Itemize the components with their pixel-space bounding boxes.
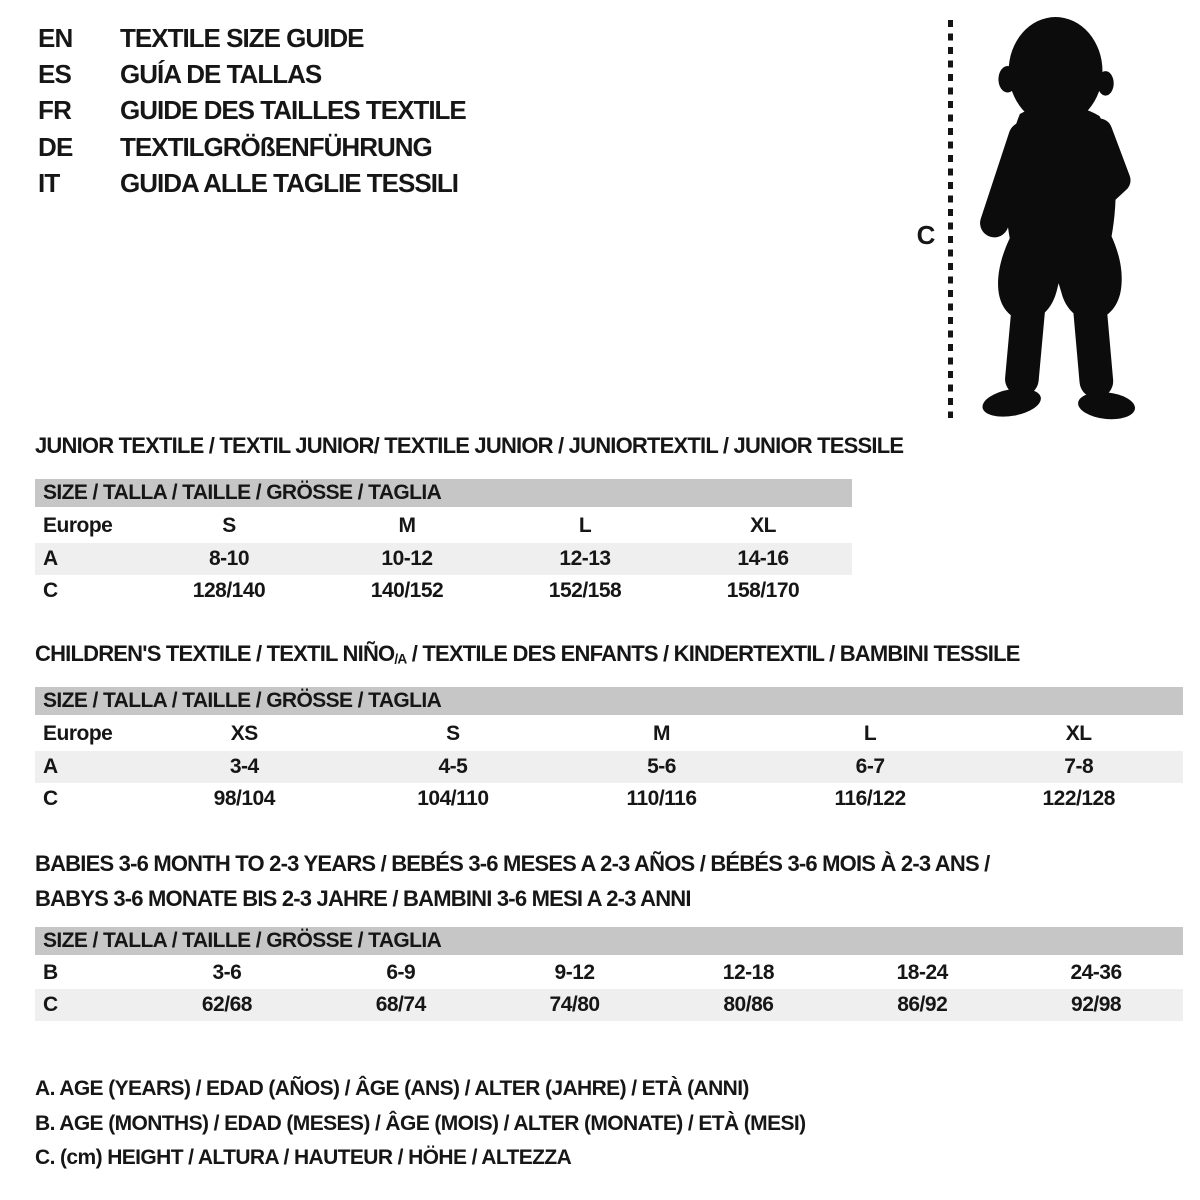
- lang-row-it: [38, 166, 466, 202]
- height-value: 104/110: [417, 787, 489, 810]
- lang-title: TEXTILGRÖßENFÜHRUNG: [120, 131, 432, 162]
- height-value: 62/68: [201, 993, 252, 1016]
- lang-row-es: [38, 56, 466, 92]
- size-col: L: [578, 514, 592, 537]
- row-label: B: [43, 961, 58, 984]
- babies-title-line1: BABIES 3-6 MONTH TO 2-3 YEARS / BEBÉS 3-6 MESES A 2-3 AÑOS / BÉBÉS 3-6 MOIS À 2-3 ANS /: [35, 851, 990, 876]
- lang-code: ES: [38, 59, 72, 90]
- children-height-row: [35, 783, 1183, 815]
- age-value: 12-13: [559, 547, 611, 570]
- age-value: 9-12: [554, 961, 595, 984]
- lang-code: EN: [38, 22, 73, 53]
- size-col: XL: [750, 514, 776, 537]
- age-value: 12-18: [722, 961, 775, 984]
- height-value: 116/122: [834, 787, 906, 810]
- height-value: 92/98: [1071, 993, 1122, 1016]
- height-value: 122/128: [1042, 787, 1115, 810]
- height-value: 80/86: [723, 993, 774, 1016]
- height-value: 140/152: [370, 579, 444, 602]
- region-label: Europe: [43, 722, 113, 745]
- junior-size-table: [35, 479, 852, 607]
- lang-row-en: [38, 20, 466, 56]
- height-value: 110/116: [626, 787, 697, 810]
- junior-section-title: JUNIOR TEXTILE / TEXTIL JUNIOR/ TEXTILE JUNIOR / JUNIORTEXTIL / JUNIOR TESSILE: [35, 433, 904, 458]
- height-measure-line: [948, 20, 953, 418]
- height-figure: [905, 12, 1185, 424]
- height-value: 86/92: [897, 993, 948, 1016]
- height-marker-label: C: [916, 220, 936, 250]
- age-value: 6-7: [855, 755, 885, 778]
- babies-height-row: [35, 989, 1183, 1021]
- size-col: S: [222, 514, 236, 537]
- age-value: 3-6: [212, 961, 242, 984]
- babies-section-title: [35, 846, 989, 916]
- children-size-row: [35, 717, 1183, 751]
- height-value: 152/158: [548, 579, 622, 602]
- height-value: 98/104: [213, 787, 275, 810]
- age-value: 3-4: [229, 755, 259, 778]
- lang-code: FR: [38, 95, 72, 126]
- age-value: 7-8: [1064, 755, 1094, 778]
- children-title-suffix: / TEXTILE DES ENFANTS / KINDERTEXTIL / BAMBINI TESSILE: [406, 641, 1020, 666]
- age-value: 5-6: [647, 755, 676, 778]
- size-col: XL: [1065, 722, 1092, 745]
- lang-code: IT: [38, 168, 60, 199]
- children-title-sub: /A: [394, 651, 407, 667]
- children-age-row: [35, 751, 1183, 783]
- age-value: 4-5: [438, 755, 468, 778]
- size-col: M: [398, 514, 416, 537]
- age-value: 10-12: [381, 547, 433, 570]
- children-title-prefix: CHILDREN'S TEXTILE / TEXTIL NIÑO: [35, 641, 395, 666]
- children-size-table: [35, 687, 1183, 815]
- size-col: S: [446, 722, 460, 745]
- size-col: XS: [230, 722, 258, 745]
- size-header-bar: SIZE / TALLA / TAILLE / GRÖSSE / TAGLIA: [35, 687, 1183, 715]
- babies-title-line2: BABYS 3-6 MONATE BIS 2-3 JAHRE / BAMBINI 3-6 MESI A 2-3 ANNI: [35, 886, 691, 911]
- size-col: L: [863, 722, 877, 745]
- lang-title: GUIDE DES TAILLES TEXTILE: [120, 95, 466, 126]
- lang-title: GUÍA DE TALLAS: [120, 59, 322, 90]
- lang-title: GUIDA ALLE TAGLIE TESSILI: [120, 168, 459, 199]
- region-label: Europe: [43, 514, 113, 537]
- language-title-list: [38, 20, 466, 202]
- height-value: 128/140: [192, 579, 266, 602]
- lang-row-fr: [38, 93, 466, 129]
- size-col: M: [652, 722, 670, 745]
- age-value: 24-36: [1070, 961, 1122, 984]
- lang-code: DE: [38, 131, 73, 162]
- toddler-silhouette-icon: [963, 14, 1143, 422]
- babies-size-table: [35, 927, 1183, 1021]
- legend: [35, 1072, 806, 1176]
- legend-line-c: C. (cm) HEIGHT / ALTURA / HAUTEUR / HÖHE / ALTEZZA: [35, 1146, 572, 1170]
- age-value: 8-10: [208, 547, 250, 570]
- children-section-title: [35, 641, 1020, 667]
- size-header-bar: SIZE / TALLA / TAILLE / GRÖSSE / TAGLIA: [35, 479, 852, 507]
- row-label: C: [43, 993, 58, 1016]
- lang-title: TEXTILE SIZE GUIDE: [120, 22, 364, 53]
- legend-line-b: B. AGE (MONTHS) / EDAD (MESES) / ÂGE (MOIS) / ALTER (MONATE) / ETÀ (MESI): [35, 1111, 806, 1135]
- size-header-bar: SIZE / TALLA / TAILLE / GRÖSSE / TAGLIA: [35, 927, 1183, 955]
- row-label: A: [43, 547, 58, 570]
- junior-size-row: [35, 509, 852, 543]
- row-label: A: [43, 755, 58, 778]
- legend-line-a: A. AGE (YEARS) / EDAD (AÑOS) / ÂGE (ANS) / ALTER (JAHRE) / ETÀ (ANNI): [35, 1077, 749, 1100]
- junior-age-row: [35, 543, 852, 575]
- row-label: C: [43, 787, 58, 810]
- age-value: 14-16: [737, 547, 789, 570]
- age-value: 18-24: [896, 961, 948, 984]
- lang-row-de: [38, 129, 466, 165]
- babies-age-row: [35, 957, 1183, 989]
- row-label: C: [43, 579, 58, 602]
- height-value: 74/80: [549, 993, 600, 1016]
- junior-height-row: [35, 575, 852, 607]
- age-value: 6-9: [386, 961, 416, 984]
- height-value: 68/74: [375, 993, 426, 1016]
- height-value: 158/170: [726, 579, 800, 602]
